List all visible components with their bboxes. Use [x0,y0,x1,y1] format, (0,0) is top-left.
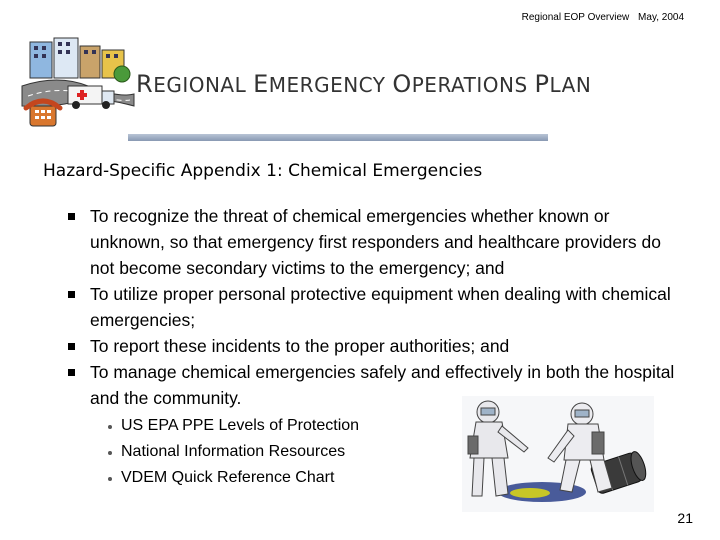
sub-list-item: National Information Resources [108,439,359,465]
list-item: To recognize the threat of chemical emergencies whether known or unknown, so that emergency first responders and healthcare providers do not become secondary victims to the emergency; and [68,203,688,281]
dot-bullet-icon [108,451,112,455]
dot-bullet-icon [108,425,112,429]
title-word-2: EMERGENCY [253,70,386,98]
slide-subtitle: Hazard-Specific Appendix 1: Chemical Emergencies [43,161,483,181]
list-item: To manage chemical emergencies safely and effectively in both the hospital and the community. [68,359,688,411]
emergency-clipart-logo [18,36,136,132]
title-word-4: PLAN [534,70,592,98]
slide-title [136,70,696,98]
page-number: 21 [677,510,693,526]
hazmat-responders-illustration [462,396,654,512]
sub-list-item: VDEM Quick Reference Chart [108,465,359,491]
square-bullet-icon [68,291,75,298]
sub-list-item: US EPA PPE Levels of Protection [108,413,359,439]
bullet-list [68,203,688,411]
square-bullet-icon [68,369,75,376]
doc-date: May, 2004 [638,12,684,23]
dot-bullet-icon [108,477,112,481]
list-item: To report these incidents to the proper authorities; and [68,333,688,359]
header-meta [516,12,684,23]
title-divider [128,134,548,141]
title-word-1: REGIONAL [136,70,247,98]
square-bullet-icon [68,213,75,220]
sub-bullet-list [108,413,359,491]
square-bullet-icon [68,343,75,350]
title-word-3: OPERATIONS [392,70,528,98]
doc-title: Regional EOP Overview [521,12,630,23]
list-item: To utilize proper personal protective equipment when dealing with chemical emergencies; [68,281,688,333]
